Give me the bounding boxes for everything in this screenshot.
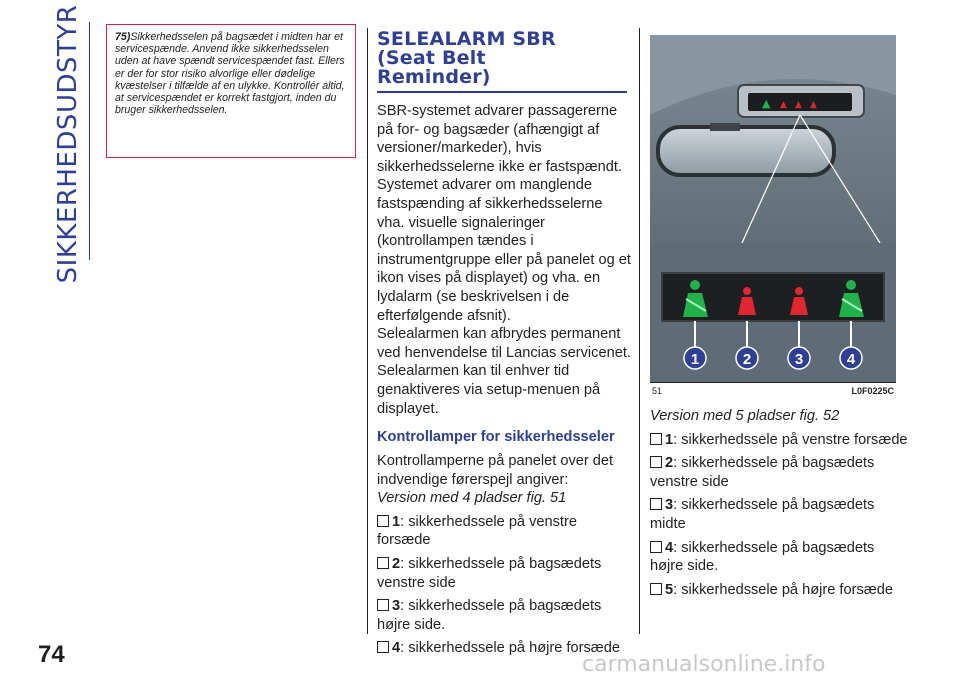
list-item: 3: sikkerhedssele på bagsædets højre side. (377, 598, 602, 633)
paragraph-3: Selealarmen kan til enhver tid genaktiveres via setup-menuen på displayet. (377, 363, 601, 417)
checkbox-icon (650, 456, 662, 468)
list-item: 1: sikkerhedssele på venstre forsæde (650, 431, 910, 450)
list-item: 2: sikkerhedssele på bagsædets venstre side (377, 556, 602, 591)
figure-number: 51 (652, 386, 663, 396)
checkbox-icon (377, 557, 389, 569)
heading-rule (377, 91, 627, 93)
intro-text: Kontrollamperne på panelet over det indvendige førerspejl angiver: (377, 453, 614, 488)
figure-illustration (650, 35, 896, 382)
article-column (377, 30, 633, 658)
list-item: 4: sikkerhedssele på bagsædets højre side. (650, 539, 875, 575)
version4-label: Version med 4 pladser fig. 51 (377, 490, 567, 507)
checkbox-icon (377, 515, 389, 527)
svg-text:▲: ▲ (795, 100, 802, 110)
callout-3: 3 (794, 351, 804, 368)
list-item: 4: sikkerhedssele på højre forsæde (377, 639, 633, 658)
checkbox-icon (377, 641, 389, 653)
checkbox-icon (650, 498, 662, 510)
warning-text: Sikkerhedsselen på bagsædet i midten har et servicespænde. Anvend ikke sikkerhedsselen uden at have spændt servicespændet fast. Ellers er der for stor risiko alvorlige eller dødelige kvæstelser i tilfælde af en ulykke. Kontrollér altid, at servicespændet er korrekt fastgjort, inden du bruger sikkerhedsselen. (115, 31, 345, 117)
svg-text:▲: ▲ (810, 100, 817, 110)
figure-caption (650, 382, 896, 401)
checkbox-icon (650, 583, 662, 595)
figure-code: L0F0225C (851, 386, 894, 396)
paragraph-2: Selealarmen kan afbrydes permanent ved henvendelse til Lancias servicenet. (377, 326, 631, 361)
heading-line-3: Reminder) (377, 66, 491, 88)
version5-label: Version med 5 pladser fig. 52 (650, 408, 840, 424)
seatbelt-indicator-figure (650, 35, 896, 382)
list-item: 3: sikkerhedssele på bagsædets midte (650, 497, 875, 532)
list-item: 1: sikkerhedssele på venstre forsæde (377, 513, 577, 549)
subheading: Kontrollamper for sikkerhedsseler (377, 429, 615, 446)
checkbox-icon (650, 433, 662, 445)
section-title: SIKKERHEDSUDSTYR (53, 4, 83, 284)
page-number: 74 (38, 641, 65, 668)
checkbox-icon (377, 599, 389, 611)
callout-2: 2 (742, 351, 752, 368)
warning-number: 75) (115, 31, 131, 43)
watermark: carmanualsonline.info (582, 652, 826, 677)
svg-text:▲: ▲ (780, 100, 787, 110)
callout-1: 1 (690, 351, 700, 368)
article-heading (377, 30, 633, 87)
checkbox-icon (650, 541, 662, 553)
list-item: 5: sikkerhedssele på højre forsæde (650, 581, 910, 600)
heading-line-1: SELEALARM SBR (377, 28, 556, 50)
svg-text:▲: ▲ (762, 97, 771, 110)
list-item: 2: sikkerhedssele på bagsædets venstre side (650, 455, 875, 490)
column-divider-1 (367, 28, 368, 634)
callout-4: 4 (846, 351, 856, 368)
warning-box (106, 24, 356, 158)
section-rule (89, 22, 90, 260)
paragraph-1: SBR-systemet advarer passagererne på for- og bagsæder (afhængigt af versioner/markeder), hvis sikkerhedsselerne ikke er fastspændt. Systemet advarer om manglende fastspænding af sikkerhedsselerne vha. visuelle signaleringer (kontrollampen tændes i instrumentgruppe eller på panelet og et ikon vises på displayet) og vha. en lydalarm (se beskrivelsen i de efterfølgende afsnit). (377, 103, 631, 324)
right-column (650, 407, 910, 599)
column-divider-2 (639, 28, 640, 634)
heading-line-2: (Seat Belt (377, 47, 486, 69)
